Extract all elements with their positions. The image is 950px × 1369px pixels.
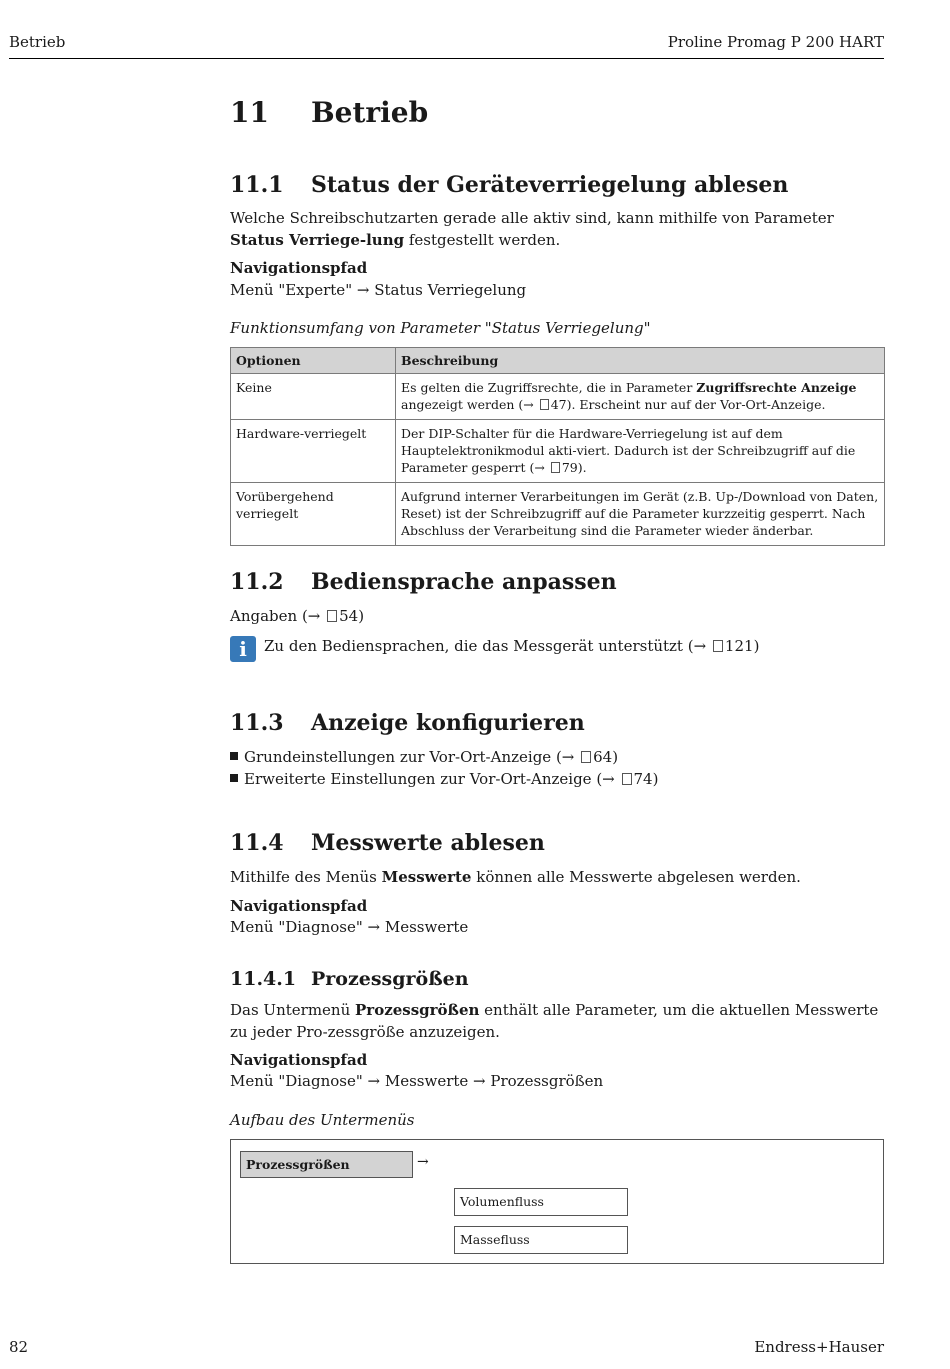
section-heading-11-2	[230, 569, 617, 595]
footer-brand: Endress+Hauser	[754, 1338, 884, 1356]
option-cell: Vorübergehend verriegelt	[231, 483, 396, 546]
page-icon	[540, 399, 549, 410]
section-11-1-intro: Welche Schreibschutzarten gerade alle aktiv sind, kann mithilfe von Parameter Status Verriege-lung festgestellt werden.	[230, 209, 834, 249]
page-ref[interactable]: 54	[339, 607, 359, 625]
info-note: Zu den Bediensprachen, die das Messgerät unterstützt (→ 121)	[264, 637, 760, 655]
running-header-product: Proline Promag P 200 HART	[667, 33, 884, 51]
parameter-box-massefluss: Massefluss	[454, 1226, 628, 1254]
chapter-title-text: Betrieb	[311, 96, 429, 129]
submenu-structure-diagram	[230, 1139, 884, 1264]
section-11-2-text: Angaben (→ 54)	[230, 607, 365, 625]
page-icon	[713, 640, 723, 652]
option-cell: Hardware-verriegelt	[231, 420, 396, 483]
page-icon	[327, 610, 337, 622]
running-header-section: Betrieb	[9, 33, 66, 51]
bullet-icon	[230, 752, 238, 760]
chapter-title	[230, 96, 428, 129]
description-cell: Aufgrund interner Verarbeitungen im Gerät (z.B. Up-/Download von Daten, Reset) ist der Schreibzugriff auf die Parameter kurzzeitig gesperrt. Nach Abschluss der Verarbeitung sind die Parameter wieder änderbar.	[396, 483, 885, 546]
table-header-row	[231, 348, 885, 374]
section-number: 11.1	[230, 172, 284, 198]
section-title: Prozessgrößen	[311, 968, 469, 990]
page-icon	[551, 462, 560, 473]
menu-name: Messwerte	[381, 868, 472, 886]
section-title: Messwerte ablesen	[311, 830, 545, 856]
page-ref[interactable]: 79	[561, 460, 578, 475]
table-caption: Funktionsumfang von Parameter "Status Verriegelung"	[230, 319, 651, 337]
description-cell: Der DIP-Schalter für die Hardware-Verriegelung ist auf dem Hauptelektronikmodul akti-viert. Dadurch ist der Schreibzugriff auf die Parameter gesperrt (→ 79).	[396, 420, 885, 483]
nav-label: Navigationspfad	[230, 897, 368, 915]
list-item: Erweiterte Einstellungen zur Vor-Ort-Anzeige (→ 74)	[230, 769, 885, 791]
section-heading-11-3	[230, 710, 585, 736]
bullet-list	[230, 747, 885, 790]
section-number: 11.4	[230, 830, 284, 856]
nav-path: Menü "Experte" → Status Verriegelung	[230, 281, 527, 299]
section-title: Anzeige konfigurieren	[311, 710, 585, 736]
table-row	[231, 420, 885, 483]
section-11-4-intro: Mithilfe des Menüs Messwerte können alle Messwerte abgelesen werden.	[230, 868, 801, 886]
section-heading-11-4-1	[230, 968, 469, 990]
table-row	[231, 483, 885, 546]
list-item: Grundeinstellungen zur Vor-Ort-Anzeige (→ 64)	[230, 747, 885, 769]
page-ref[interactable]: 64	[593, 748, 613, 766]
section-number: 11.2	[230, 569, 284, 595]
section-number: 11.3	[230, 710, 284, 736]
parameter-name: Status Verriege-lung	[230, 230, 405, 249]
table-row	[231, 374, 885, 420]
parameter-box-volumenfluss: Volumenfluss	[454, 1188, 628, 1216]
section-title: Bediensprache anpassen	[311, 569, 617, 595]
page-ref[interactable]: 47	[550, 397, 567, 412]
section-heading-11-1	[230, 172, 788, 198]
table-header-cell: Optionen	[231, 348, 396, 374]
structure-caption: Aufbau des Untermenüs	[230, 1111, 415, 1129]
submenu-name: Prozessgrößen	[355, 1001, 480, 1019]
page-icon	[581, 751, 591, 763]
nav-path: Menü "Diagnose" → Messwerte	[230, 918, 469, 936]
nav-label: Navigationspfad	[230, 1051, 368, 1069]
option-cell: Keine	[231, 374, 396, 420]
nav-label: Navigationspfad	[230, 259, 368, 277]
page-ref[interactable]: 74	[633, 769, 653, 788]
section-11-4-1-intro: Das Untermenü Prozessgrößen enthält alle Parameter, um die aktuellen Messwerte zu jeder Pro-zessgröße anzuzeigen.	[230, 1001, 879, 1041]
lock-status-table	[230, 347, 885, 546]
section-heading-11-4	[230, 830, 545, 856]
page-icon	[622, 773, 632, 785]
header-rule	[9, 58, 884, 59]
description-cell: Es gelten die Zugriffsrechte, die in Parameter Zugriffsrechte Anzeige angezeigt werden (→ 47). Erscheint nur auf der Vor-Ort-Anzeige.	[396, 374, 885, 420]
section-title: Status der Geräteverriegelung ablesen	[311, 172, 789, 198]
arrow-icon: →	[417, 1154, 429, 1170]
page-number: 82	[9, 1338, 29, 1356]
page-ref[interactable]: 121	[724, 637, 754, 655]
nav-path: Menü "Diagnose" → Messwerte → Prozessgrößen	[230, 1072, 604, 1090]
table-header-cell: Beschreibung	[396, 348, 885, 374]
submenu-root-box: Prozessgrößen	[240, 1151, 413, 1178]
bullet-icon	[230, 774, 238, 782]
section-number: 11.4.1	[230, 968, 297, 990]
info-icon: i	[230, 636, 256, 662]
chapter-number: 11	[230, 96, 269, 129]
